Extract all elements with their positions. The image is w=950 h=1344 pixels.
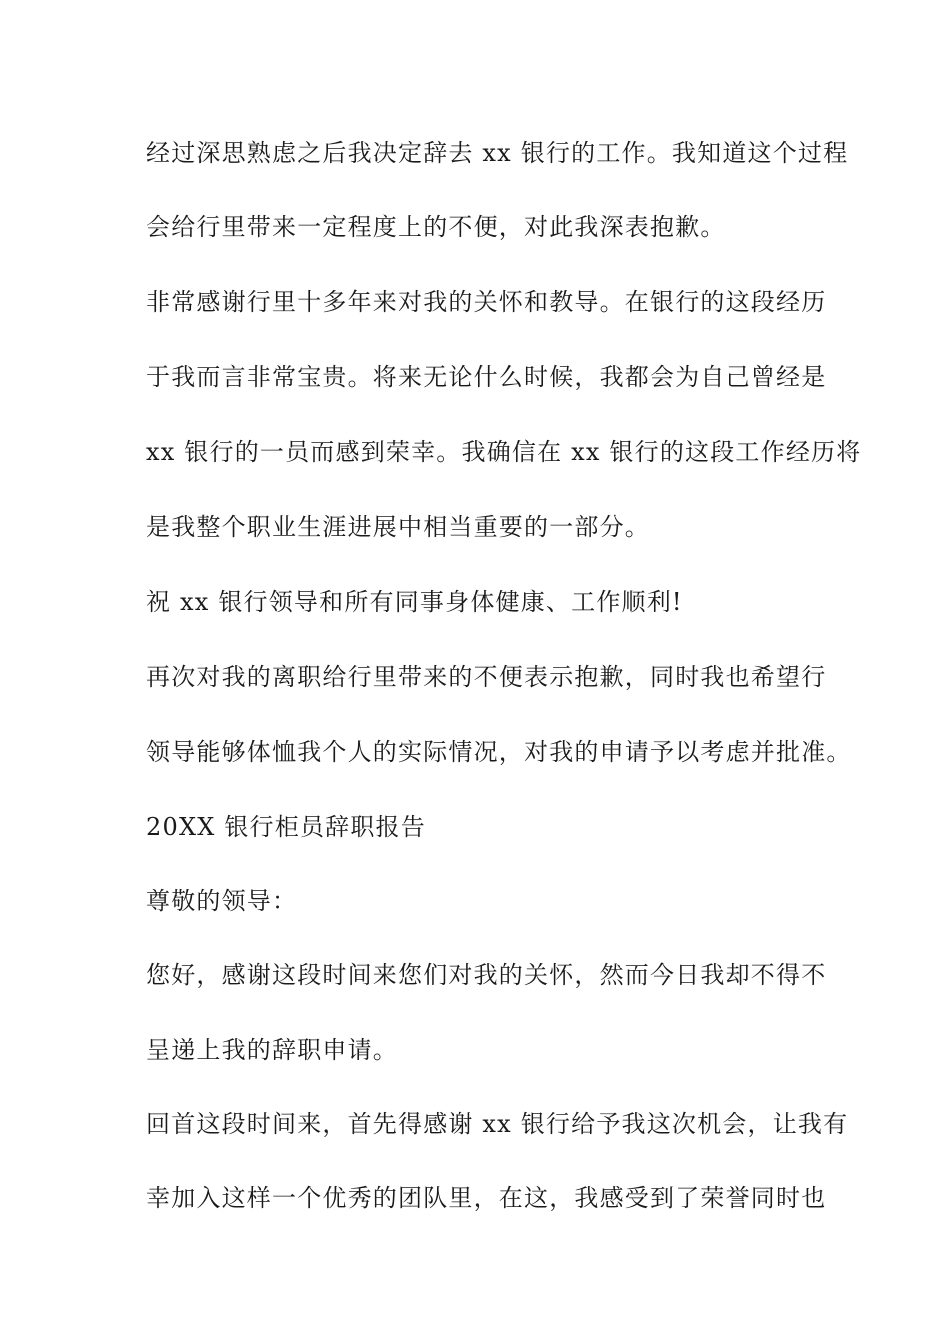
paragraph-line: 祝 xx 银行领导和所有同事身体健康、工作顺利! bbox=[146, 588, 683, 616]
paragraph-line: 经过深思熟虑之后我决定辞去 xx 银行的工作。我知道这个过程 bbox=[146, 139, 849, 167]
salutation: 尊敬的领导： bbox=[146, 887, 298, 915]
paragraph-line: xx 银行的一员而感到荣幸。我确信在 xx 银行的这段工作经历将 bbox=[146, 438, 862, 466]
paragraph-line: 幸加入这样一个优秀的团队里，在这，我感受到了荣誉同时也 bbox=[146, 1184, 827, 1212]
paragraph-line: 回首这段时间来，首先得感谢 xx 银行给予我这次机会，让我有 bbox=[146, 1110, 849, 1138]
paragraph-line: 会给行里带来一定程度上的不便，对此我深表抱歉。 bbox=[146, 213, 726, 241]
paragraph-line: 您好，感谢这段时间来您们对我的关怀，然而今日我却不得不 bbox=[146, 961, 827, 989]
paragraph-line: 呈递上我的辞职申请。 bbox=[146, 1036, 398, 1064]
paragraph-line: 领导能够体恤我个人的实际情况，对我的申请予以考虑并批准。 bbox=[146, 738, 852, 766]
paragraph-line: 于我而言非常宝贵。将来无论什么时候，我都会为自己曾经是 bbox=[146, 363, 827, 391]
paragraph-line: 是我整个职业生涯进展中相当重要的一部分。 bbox=[146, 513, 650, 541]
paragraph-line: 再次对我的离职给行里带来的不便表示抱歉，同时我也希望行 bbox=[146, 663, 827, 691]
section-title: 20XX 银行柜员辞职报告 bbox=[146, 813, 426, 841]
paragraph-line: 非常感谢行里十多年来对我的关怀和教导。在银行的这段经历 bbox=[146, 288, 827, 316]
